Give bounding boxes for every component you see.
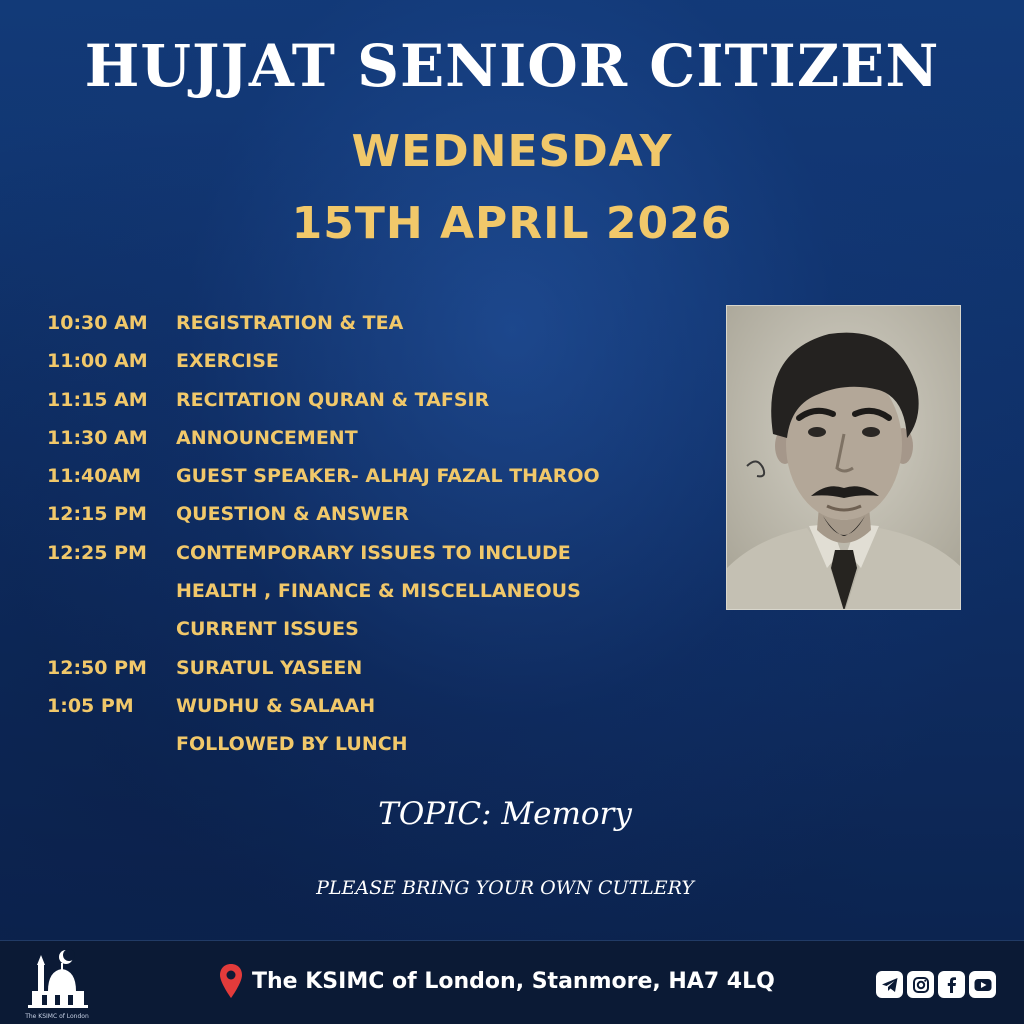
telegram-icon[interactable] (876, 971, 903, 998)
schedule-item: ANNOUNCEMENT (176, 426, 358, 449)
instagram-icon[interactable] (907, 971, 934, 998)
schedule-row (47, 342, 707, 380)
cutlery-note: PLEASE BRING YOUR OWN CUTLERY (316, 877, 694, 899)
youtube-icon[interactable] (969, 971, 996, 998)
footer-bar (0, 940, 1024, 1024)
schedule-row (47, 381, 707, 419)
schedule-item: CONTEMPORARY ISSUES TO INCLUDE (176, 541, 571, 564)
topic-text: TOPIC: Memory (378, 796, 632, 832)
schedule-row (47, 649, 707, 687)
schedule-time: 11:00 AM (47, 350, 148, 373)
schedule-time: 12:15 PM (47, 503, 147, 526)
schedule-time: 1:05 PM (47, 694, 134, 717)
social-links (876, 971, 996, 998)
schedule-time: 10:30 AM (47, 312, 148, 334)
schedule-item: FOLLOWED BY LUNCH (176, 733, 408, 756)
event-day: WEDNESDAY (351, 126, 673, 177)
schedule-row (47, 534, 707, 649)
venue-address: The KSIMC of London, Stanmore, HA7 4LQ (252, 969, 775, 994)
event-date: 15TH APRIL 2026 (291, 198, 733, 249)
location-pin-icon (219, 963, 243, 999)
schedule-list (47, 304, 707, 764)
schedule-time: 12:25 PM (47, 541, 147, 564)
schedule-time: 11:40AM (47, 465, 142, 488)
schedule-row (47, 304, 707, 342)
event-title: HUJJAT SENIOR CITIZEN (84, 32, 940, 100)
mosque-logo-icon (22, 947, 92, 1019)
schedule-row (47, 687, 707, 764)
schedule-item: HEALTH , FINANCE & MISCELLANEOUS (176, 580, 581, 603)
schedule-item: GUEST SPEAKER- ALHAJ FAZAL THAROO (176, 465, 600, 488)
schedule-item: REGISTRATION & TEA (176, 312, 404, 334)
schedule-item: EXERCISE (176, 350, 279, 373)
portrait-illustration (727, 306, 961, 610)
schedule-time: 11:30 AM (47, 426, 148, 449)
schedule-row (47, 419, 707, 457)
speaker-portrait (726, 305, 961, 610)
facebook-icon[interactable] (938, 971, 965, 998)
schedule-row (47, 495, 707, 533)
logo-caption: The KSIMC of London (25, 1013, 89, 1020)
schedule-row (47, 457, 707, 495)
schedule-item: SURATUL YASEEN (176, 656, 363, 679)
schedule-item: QUESTION & ANSWER (176, 503, 409, 526)
schedule-time: 12:50 PM (47, 656, 147, 679)
schedule-item: RECITATION QURAN & TAFSIR (176, 388, 490, 411)
schedule-item: WUDHU & SALAAH (176, 694, 376, 717)
schedule-time: 11:15 AM (47, 388, 148, 411)
schedule-item: CURRENT ISSUES (176, 618, 359, 641)
